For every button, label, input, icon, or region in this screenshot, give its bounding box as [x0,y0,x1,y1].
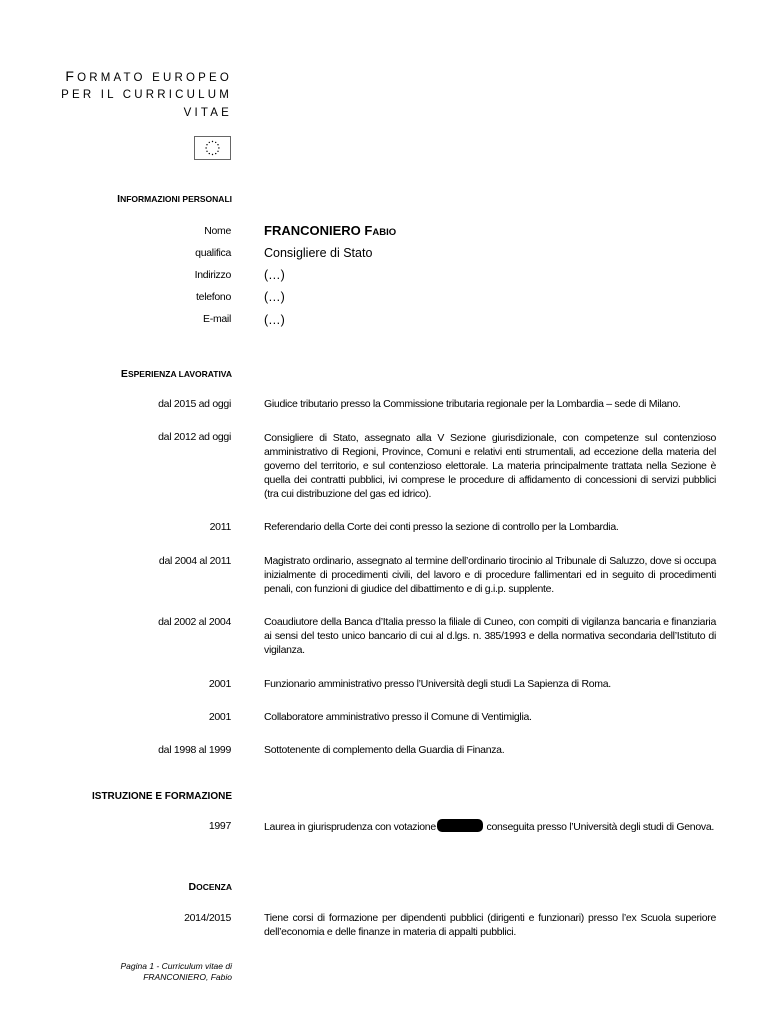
cv-title-line-1 [65,68,232,84]
experience-date: 2001 [208,711,231,723]
education-text-start: Laurea in giurisprudenza con votazione [264,821,436,833]
phone-value: (…) [264,290,285,304]
section-title-initial: E [120,368,128,380]
teaching-date: 2014/2015 [184,912,231,924]
section-title-initial: I [117,193,121,205]
qualification-value: Consigliere di Stato [264,246,373,260]
page-footer [121,961,233,983]
education-date: 1997 [208,820,231,832]
cv-title-line-2: PER IL CURRICULUM [61,89,232,101]
surname: FRANCONIERO [264,223,365,238]
experience-description: Giudice tributario presso la Commissione tributaria regionale per la Lombardia – sede di Milano. [264,398,681,410]
full-name [264,223,396,238]
experience-description: Sottotenente di complemento della Guardia di Finanza. [264,744,505,756]
phone-label: telefono [196,291,231,303]
address-value: (…) [264,268,285,282]
email-value: (…) [264,313,285,327]
teaching-description: Tiene corsi di formazione per dipendenti pubblici (dirigenti e funzionari) presso l’ex Scuola superiore dell’economia e delle finanze in materia di appalti pubblici. [264,912,716,938]
section-title-experience [121,368,232,380]
experience-description: Collaboratore amministrativo presso il Comune di Ventimiglia. [264,711,532,723]
section-title-rest: OCENZA [196,882,232,892]
name-label: Nome [204,225,231,237]
section-title-rest: SPERIENZA LAVORATIVA [127,369,232,379]
experience-date: dal 2002 al 2004 [158,616,231,628]
experience-description: Funzionario amministrativo presso l’Università degli studi La Sapienza di Roma. [264,678,611,690]
experience-date: dal 2012 ad oggi [158,431,231,443]
section-title-teaching [189,881,232,893]
firstname-rest: ABIO [372,227,397,238]
firstname-initial: F [364,223,373,238]
experience-description: Consigliere di Stato, assegnato alla V Sezione giurisdizionale, con competenze sul contenzioso amministrativo di Regioni, Province, Comuni e relativi enti strumentali, ad eccezione della materia del governo del territorio, e sul contenzioso elettorale. La materia principalmente trattata nella Sezione è quella dei contratti pubblici, ivi comprese le procedure di affidamento di concessioni di servizi pubblici (tra cui distribuzione del gas ed idrico). [264,432,716,500]
qualification-label: qualifica [195,247,231,259]
cv-title-line-3: VITAE [183,107,232,119]
experience-description: Referendario della Corte dei conti presso la sezione di controllo per la Lombardia. [264,521,619,533]
education-text-end: conseguita presso l’Università degli studi di Genova. [483,821,714,833]
experience-description: Magistrato ordinario, assegnato al termine dell’ordinario tirocinio al Tribunale di Saluzzo, dove si occupa inizialmente di procedimenti civili, del lavoro e di procedure fallimentari ed in seguito di procedimenti penali, con funzioni di giudice del dibattimento e di g.i.p. supplente. [264,555,716,595]
experience-date: 2001 [208,678,231,690]
experience-description: Coaudiutore della Banca d’Italia presso la filiale di Cuneo, con compiti di vigilanza bancaria e finanziaria ai sensi del testo unico bancario di cui al d.lgs. n. 385/1993 e della normativa secondaria dell’Istituto di vigilanza. [264,616,716,656]
cv-title-initial: F [65,68,78,84]
eu-flag-icon [194,136,231,160]
education-description [264,819,716,834]
experience-date: dal 2004 al 2011 [158,555,231,567]
email-label: E-mail [203,313,231,325]
section-title-initial: D [188,881,197,893]
section-title-personal [117,193,232,205]
section-title-rest: NFORMAZIONI PERSONALI [120,194,232,204]
experience-date: dal 2015 ad oggi [158,398,231,410]
redacted-grade [437,819,483,832]
experience-date: dal 1998 al 1999 [158,744,231,756]
footer-line-2: FRANCONIERO, Fabio [143,972,232,982]
section-title-education: ISTRUZIONE E FORMAZIONE [92,791,232,802]
address-label: Indirizzo [194,269,231,281]
cv-title-rest: ORMATO EUROPEO [77,72,232,84]
experience-date: 2011 [209,521,231,533]
footer-line-1: Pagina 1 - Curriculum vitae di [120,961,232,971]
